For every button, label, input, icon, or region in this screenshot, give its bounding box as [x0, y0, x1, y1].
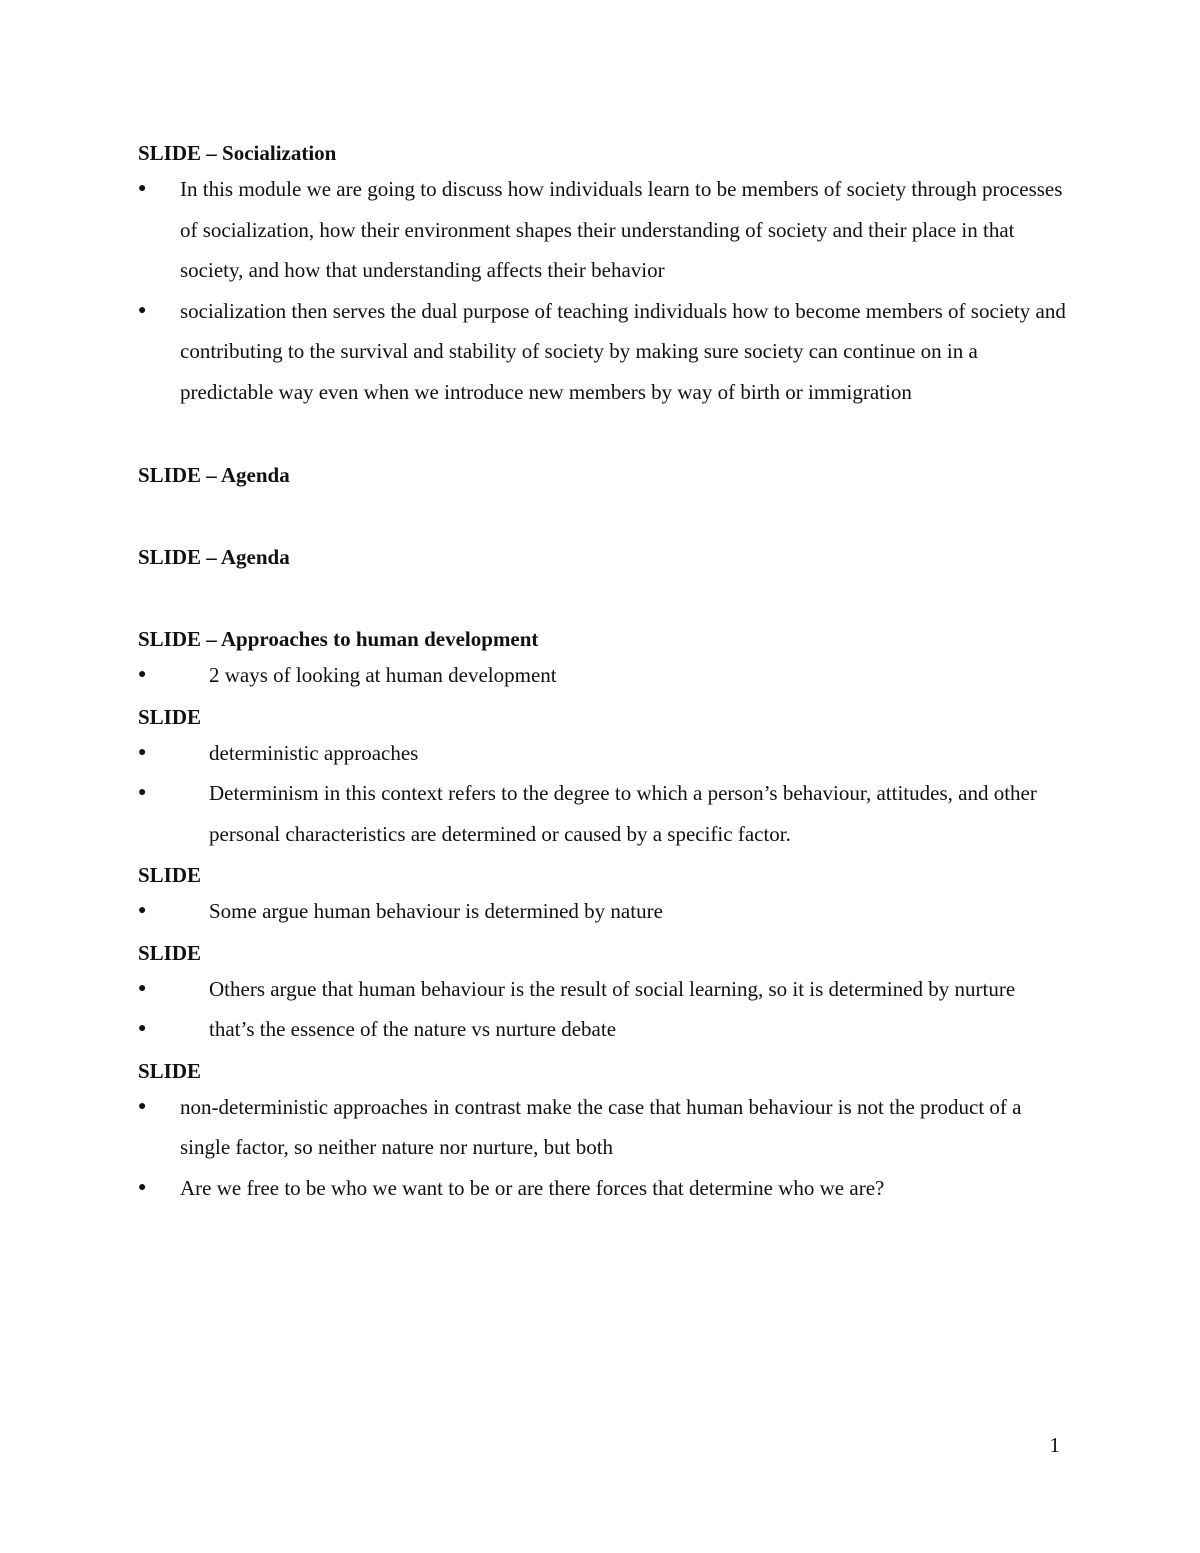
list-item-text: Others argue that human behaviour is the result of social learning, so it is determined by nurture: [209, 976, 1016, 1001]
bullet-icon: ●: [138, 1179, 147, 1195]
list-item-text: 2 ways of looking at human development: [209, 663, 557, 687]
list-item: [138, 969, 1068, 1010]
list-item: [138, 891, 1068, 932]
document-body: [138, 138, 1068, 1208]
heading-slide-3: SLIDE: [138, 940, 202, 965]
list-item-text: non-deterministic approaches in contrast make the case that human behaviour is not the product of a single factor, so neither nature nor nurture, but both: [180, 1094, 1022, 1159]
bullet-icon: ●: [138, 667, 147, 682]
bullet-icon: ●: [138, 1098, 147, 1114]
list-item-text: Some argue human behaviour is determined by nature: [209, 899, 663, 923]
bullet-list-approaches: [138, 655, 1068, 696]
heading-slide-4: SLIDE: [138, 1058, 202, 1083]
bullet-list-slide-3: [138, 969, 1068, 1050]
bullet-icon: ●: [138, 181, 147, 196]
page-number: 1: [1049, 1433, 1060, 1457]
heading-agenda-1: SLIDE – Agenda: [138, 463, 290, 487]
heading-agenda-2: SLIDE – Agenda: [138, 545, 290, 569]
bullet-icon: ●: [138, 980, 147, 996]
heading-slide-2: SLIDE: [138, 863, 202, 887]
heading-socialization: SLIDE – Socialization: [138, 141, 337, 165]
list-item-text: that’s the essence of the nature vs nurture debate: [209, 1017, 617, 1041]
list-item: [138, 1087, 1068, 1168]
bullet-icon: ●: [138, 302, 147, 318]
list-item: [138, 655, 1068, 696]
bullet-list-slide-2: [138, 891, 1068, 932]
list-item: [138, 1009, 1068, 1050]
bullet-icon: ●: [138, 785, 147, 800]
list-item: [138, 1168, 1068, 1209]
list-item-text: deterministic approaches: [209, 740, 419, 765]
bullet-icon: ●: [138, 903, 147, 918]
list-item-text: In this module we are going to discuss how individuals learn to be members of society through processes of socialization, how their environment shapes their understanding of society and their place in that society, and how that understanding affects their behavior: [180, 177, 1063, 282]
list-item: [138, 773, 1068, 854]
bullet-list-slide-1: [138, 733, 1068, 855]
bullet-icon: ●: [138, 1021, 147, 1036]
bullet-list-socialization: [138, 169, 1068, 412]
list-item-text: socialization then serves the dual purpose of teaching individuals how to become members of society and contributing to the survival and stability of society by making sure society can continue on in a predictable way even when we introduce new members by way of birth or immigration: [180, 298, 1066, 404]
list-item-text: Are we free to be who we want to be or are there forces that determine who we are?: [180, 1175, 885, 1200]
bullet-list-slide-4: [138, 1087, 1068, 1209]
list-item: [138, 291, 1068, 413]
heading-slide-1: SLIDE: [138, 704, 202, 729]
heading-approaches: SLIDE – Approaches to human development: [138, 627, 539, 651]
list-item: [138, 733, 1068, 774]
list-item: [138, 169, 1068, 291]
bullet-icon: ●: [138, 744, 147, 760]
list-item-text: Determinism in this context refers to the degree to which a person’s behaviour, attitudes, and other personal characteristics are determined or caused by a specific factor.: [209, 781, 1037, 846]
